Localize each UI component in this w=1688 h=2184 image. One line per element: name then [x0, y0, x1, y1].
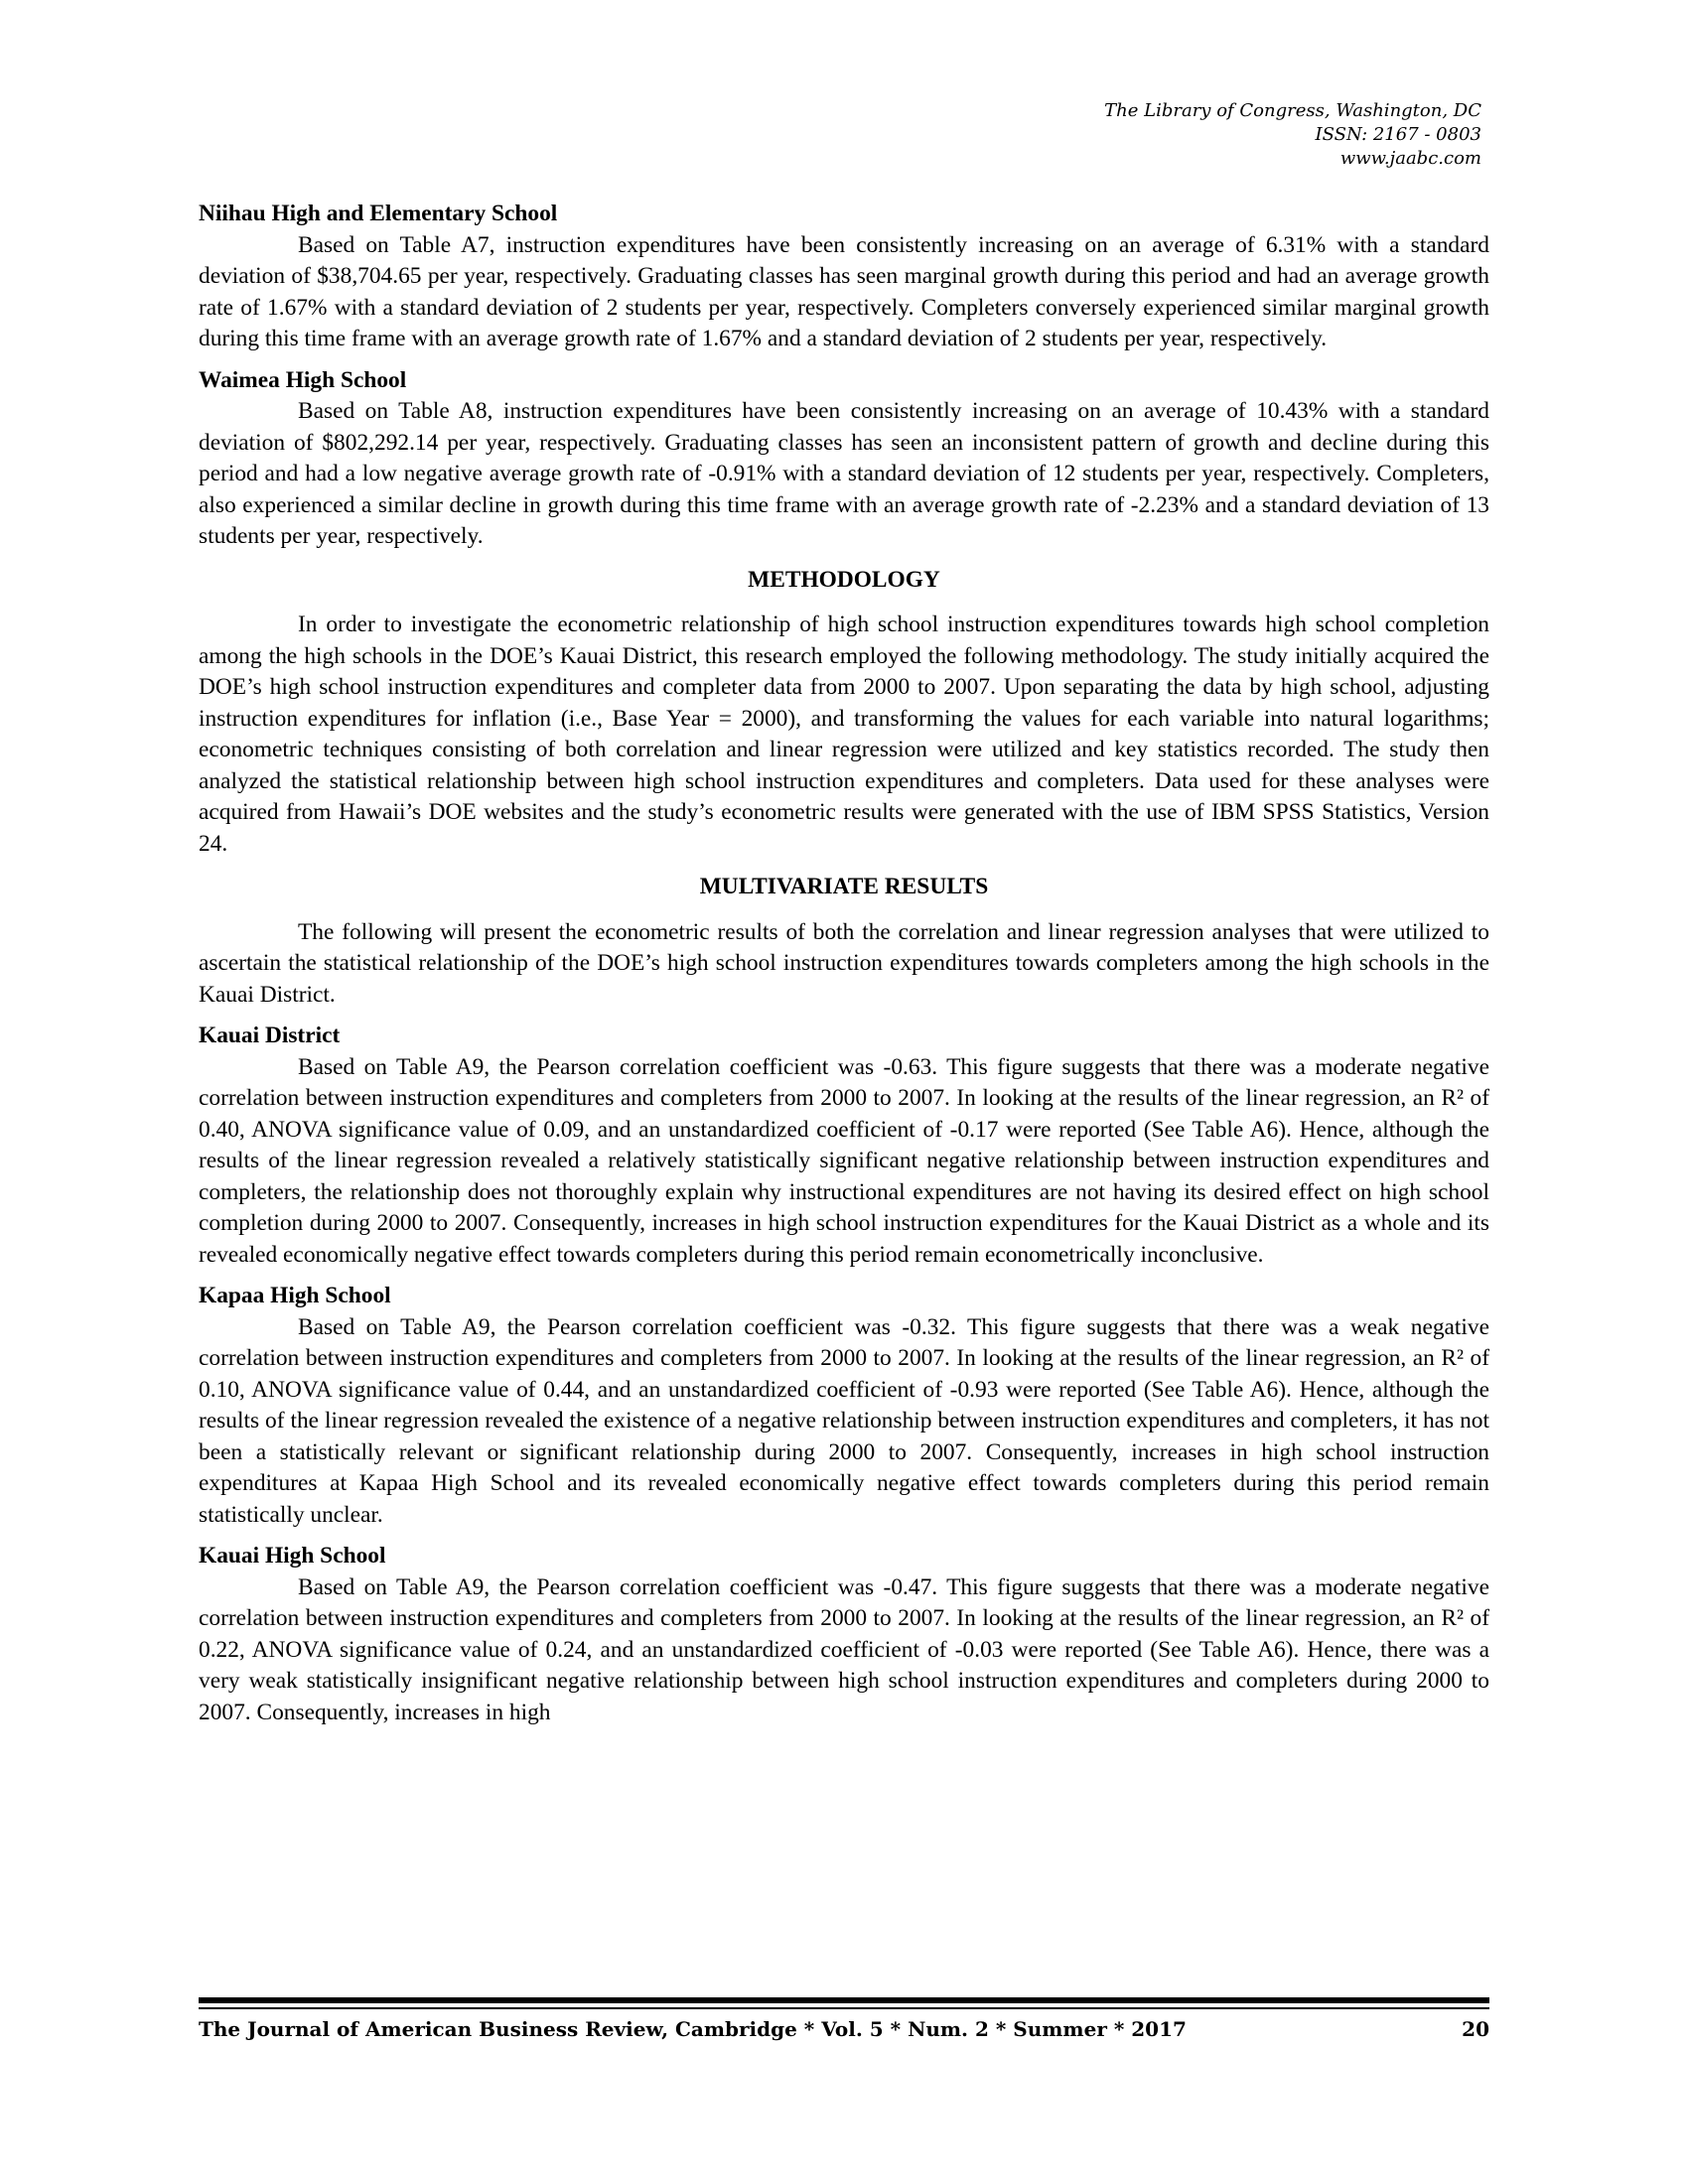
footer-journal: The Journal of American Business Review, Cambridge * Vol. 5 * Num. 2 * Summer * 2017 [199, 2017, 1187, 2041]
section-waimea [199, 365, 1489, 553]
footer-rule-thick [199, 1997, 1489, 2003]
results-intro: The following will present the econometric results of both the correlation and linear regression analyses that were utilized to ascertain the statistical relationship of the DOE’s high school instruction expenditures towards completers among the high schools in the Kauai District. [199, 918, 1489, 1008]
running-header [1104, 99, 1481, 171]
subsection-paragraph: Based on Table A9, the Pearson correlation coefficient was -0.47. This figure suggests that there was a moderate negative correlation between instruction expenditures and completers from 2000 to 2007. In looking at the results of the linear regression, an R² of 0.22, ANOVA significance value of 0.24, and an unstandardized coefficient of -0.03 were reported (See Table A6). Hence, there was a very weak statistically insignificant negative relationship between high school instruction expenditures and completers during 2000 to 2007. Consequently, increases in high [199, 1573, 1489, 1725]
section-paragraph: Based on Table A8, instruction expenditures have been consistently increasing on an average of 10.43% with a standard deviation of $802,292.14 per year, respectively. Graduating classes has seen an inconsistent pattern of growth and decline during this period and had a low negative average growth rate of -0.91% with a standard deviation of 12 students per year, respectively. Completers, also experienced a similar decline in growth during this time frame with an average growth rate of -2.23% and a standard deviation of 13 students per year, respectively. [199, 398, 1489, 549]
results-heading: MULTIVARIATE RESULTS [699, 874, 989, 899]
subsection-paragraph: Based on Table A9, the Pearson correlation coefficient was -0.63. This figure suggests that there was a moderate negative correlation between instruction expenditures and completers from 2000 to 2007. In looking at the results of the linear regression, an R² of 0.40, ANOVA significance value of 0.09, and an unstandardized coefficient of -0.17 were reported (See Table A6). Hence, although the results of the linear regression revealed a relatively statistically significant negative relationship between instruction expenditures and completers, the relationship does not thoroughly explain why instructional expenditures are not having its desired effect on high school completion during 2000 to 2007. Consequently, increases in high school instruction expenditures for the Kauai District as a whole and its revealed economically negative effect towards completers during this period remain econometrically inconclusive. [199, 1053, 1489, 1268]
subsection-heading: Kauai District [199, 1023, 341, 1048]
running-footer [199, 2015, 1489, 2043]
page-number: 20 [1462, 2017, 1489, 2041]
section-heading: Niihau High and Elementary School [199, 201, 558, 226]
header-publisher: The Library of Congress, Washington, DC [1104, 100, 1481, 121]
methodology-paragraph: In order to investigate the econometric relationship of high school instruction expenditures towards high school completion among the high schools in the DOE’s Kauai District, this research employed the following methodology. The study initially acquired the DOE’s high school instruction expenditures and completer data from 2000 to 2007. Upon separating the data by high school, adjusting instruction expenditures for inflation (i.e., Base Year = 2000), and transforming the values for each variable into natural logarithms; econometric techniques consisting of both correlation and linear regression were utilized and key statistics recorded. The study then analyzed the statistical relationship between high school instruction expenditures and completers. Data used for these analyses were acquired from Hawaii’s DOE websites and the study’s econometric results were generated with the use of IBM SPSS Statistics, Version 24. [199, 612, 1489, 857]
subsection-heading: Kapaa High School [199, 1283, 391, 1308]
header-issn: ISSN: 2167 - 0803 [1315, 124, 1481, 145]
section-niihau [199, 199, 1489, 355]
footer-rule-thin [199, 2007, 1489, 2009]
section-paragraph: Based on Table A7, instruction expenditures have been consistently increasing on an average of 6.31% with a standard deviation of $38,704.65 per year, respectively. Graduating classes has seen marginal growth during this period and had an average growth rate of 1.67% with a standard deviation of 2 students per year, respectively. Completers conversely experienced similar marginal growth during this time frame with an average growth rate of 1.67% and a standard deviation of 2 students per year, respectively. [199, 231, 1489, 351]
subsection-kauai-high [199, 1541, 1489, 1728]
article-body [199, 199, 1489, 1738]
subsection-kauai-district [199, 1021, 1489, 1271]
section-heading: Waimea High School [199, 366, 407, 393]
methodology-heading: METHODOLOGY [748, 566, 940, 593]
subsection-kapaa [199, 1281, 1489, 1531]
subsection-heading: Kauai High School [199, 1543, 386, 1569]
header-website: www.jaabc.com [1339, 148, 1481, 169]
subsection-paragraph: Based on Table A9, the Pearson correlation coefficient was -0.32. This figure suggests that there was a weak negative correlation between instruction expenditures and completers from 2000 to 2007. In looking at the results of the linear regression, an R² of 0.10, ANOVA significance value of 0.44, and an unstandardized coefficient of -0.93 were reported (See Table A6). Hence, although the results of the linear regression revealed the existence of a negative relationship between instruction expenditures and completers, it has not been a statistically relevant or significant relationship during 2000 to 2007. Consequently, increases in high school instruction expenditures at Kapaa High School and its revealed economically negative effect towards completers during this period remain statistically unclear. [199, 1313, 1489, 1528]
